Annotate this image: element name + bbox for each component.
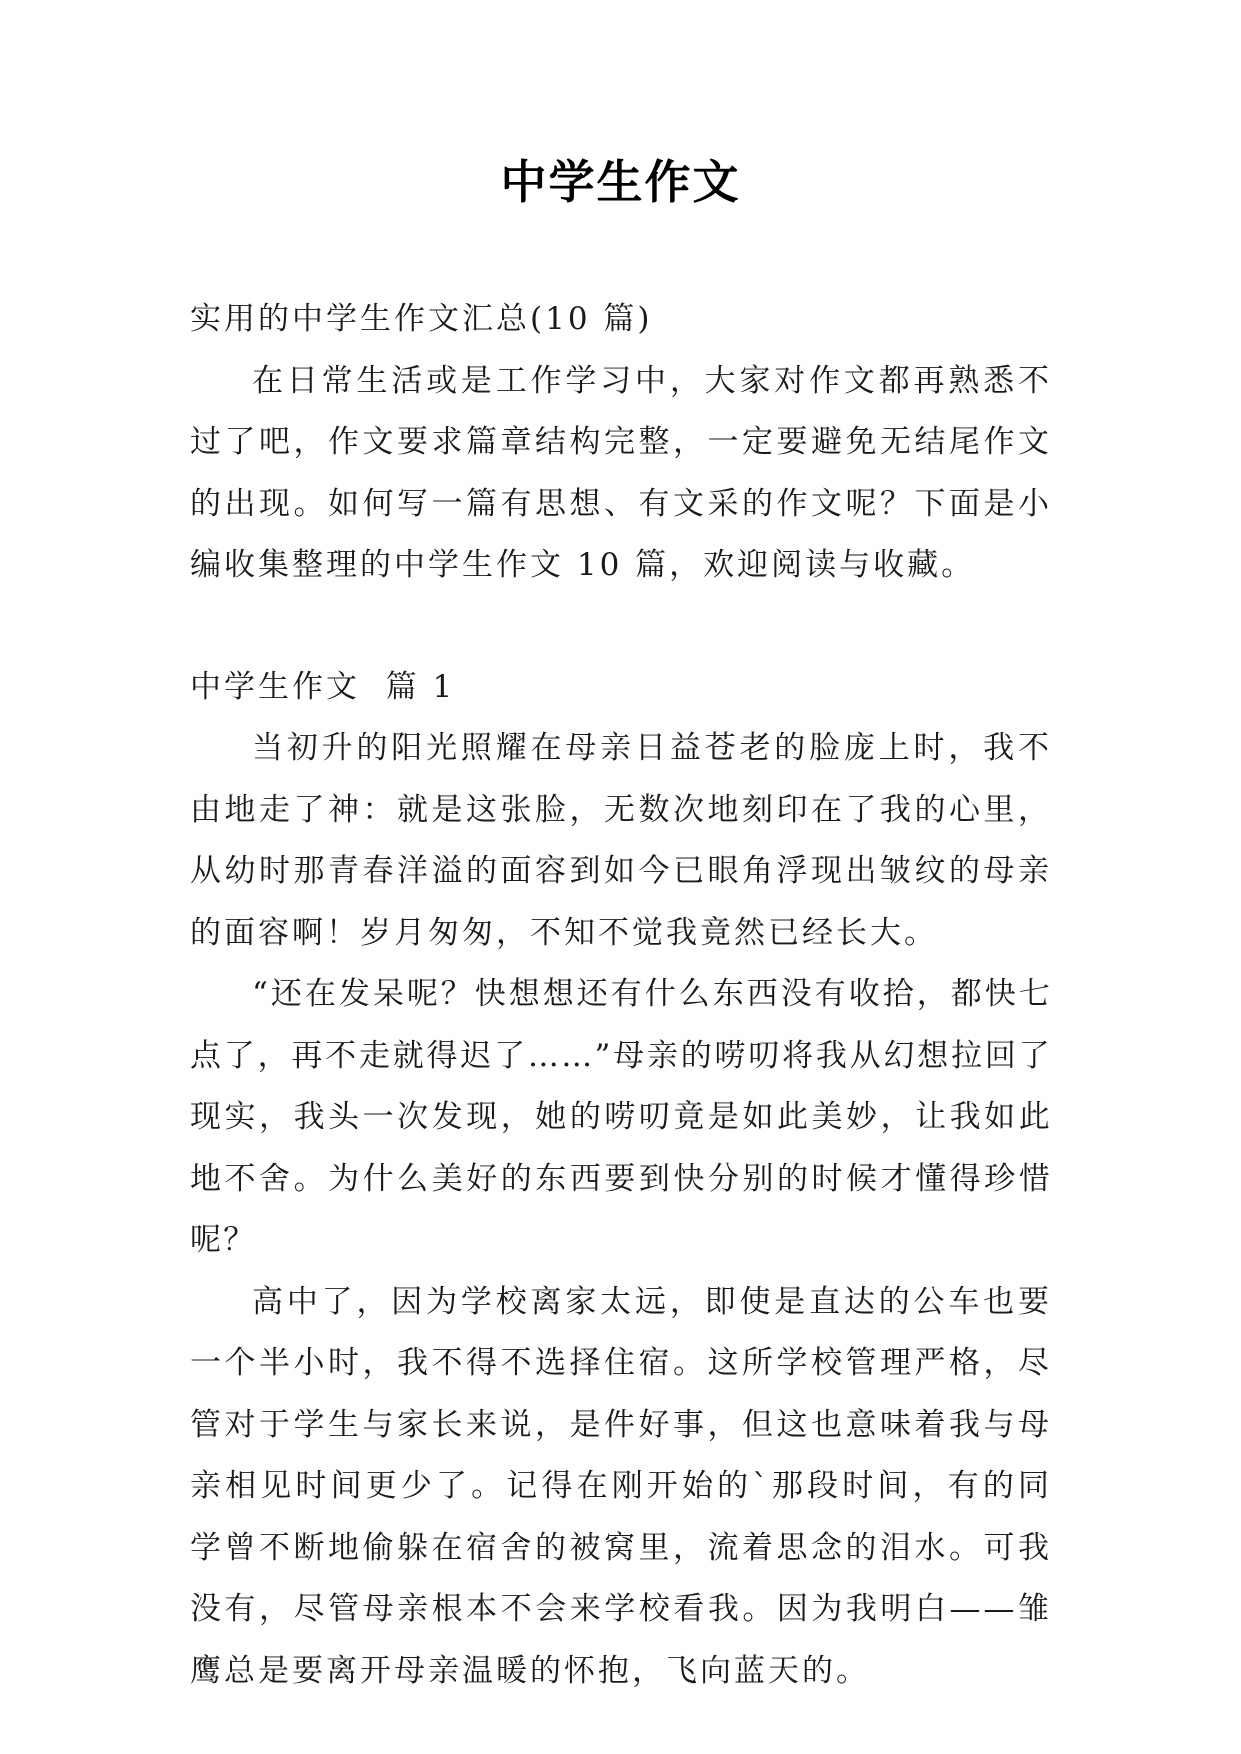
document-body [190, 289, 1052, 1702]
intro-paragraph: 在日常生活或是工作学习中，大家对作文都再熟悉不过了吧，作文要求篇章结构完整，一定要避免无结尾作文的出现。如何写一篇有思想、有文采的作文呢？下面是小编收集整理的中学生作文 10 篇，欢迎阅读与收藏。 [190, 362, 1052, 583]
section-heading: 中学生作文 篇 1 [190, 668, 456, 705]
essay-paragraph-1: 当初升的阳光照耀在母亲日益苍老的脸庞上时，我不由地走了神：就是这张脸，无数次地刻印在了我的心里，从幼时那青春洋溢的面容到如今已眼角浮现出皱纹的母亲的面容啊！岁月匆匆，不知不觉我竟然已经长大。 [190, 730, 1052, 951]
document-title: 中学生作文 [500, 155, 741, 209]
document-subtitle: 实用的中学生作文汇总(10 篇) [190, 301, 653, 337]
essay-paragraph-2: “还在发呆呢？快想想还有什么东西没有收拾，都快七点了，再不走就得迟了……”母亲的唠叨将我从幻想拉回了现实，我头一次发现，她的唠叨竟是如此美妙，让我如此地不舍。为什么美好的东西要到快分别的时候才懂得珍惜呢？ [190, 976, 1052, 1258]
essay-paragraph-3: 高中了，因为学校离家太远，即使是直达的公车也要一个半小时，我不得不选择住宿。这所学校管理严格，尽管对于学生与家长来说，是件好事，但这也意味着我与母亲相见时间更少了。记得在刚开始的`那段时间，有的同学曾不断地偷躲在宿舍的被窝里，流着思念的泪水。可我没有，尽管母亲根本不会来学校看我。因为我明白——雏鹰总是要离开母亲温暖的怀抱，飞向蓝天的。 [190, 1283, 1052, 1689]
